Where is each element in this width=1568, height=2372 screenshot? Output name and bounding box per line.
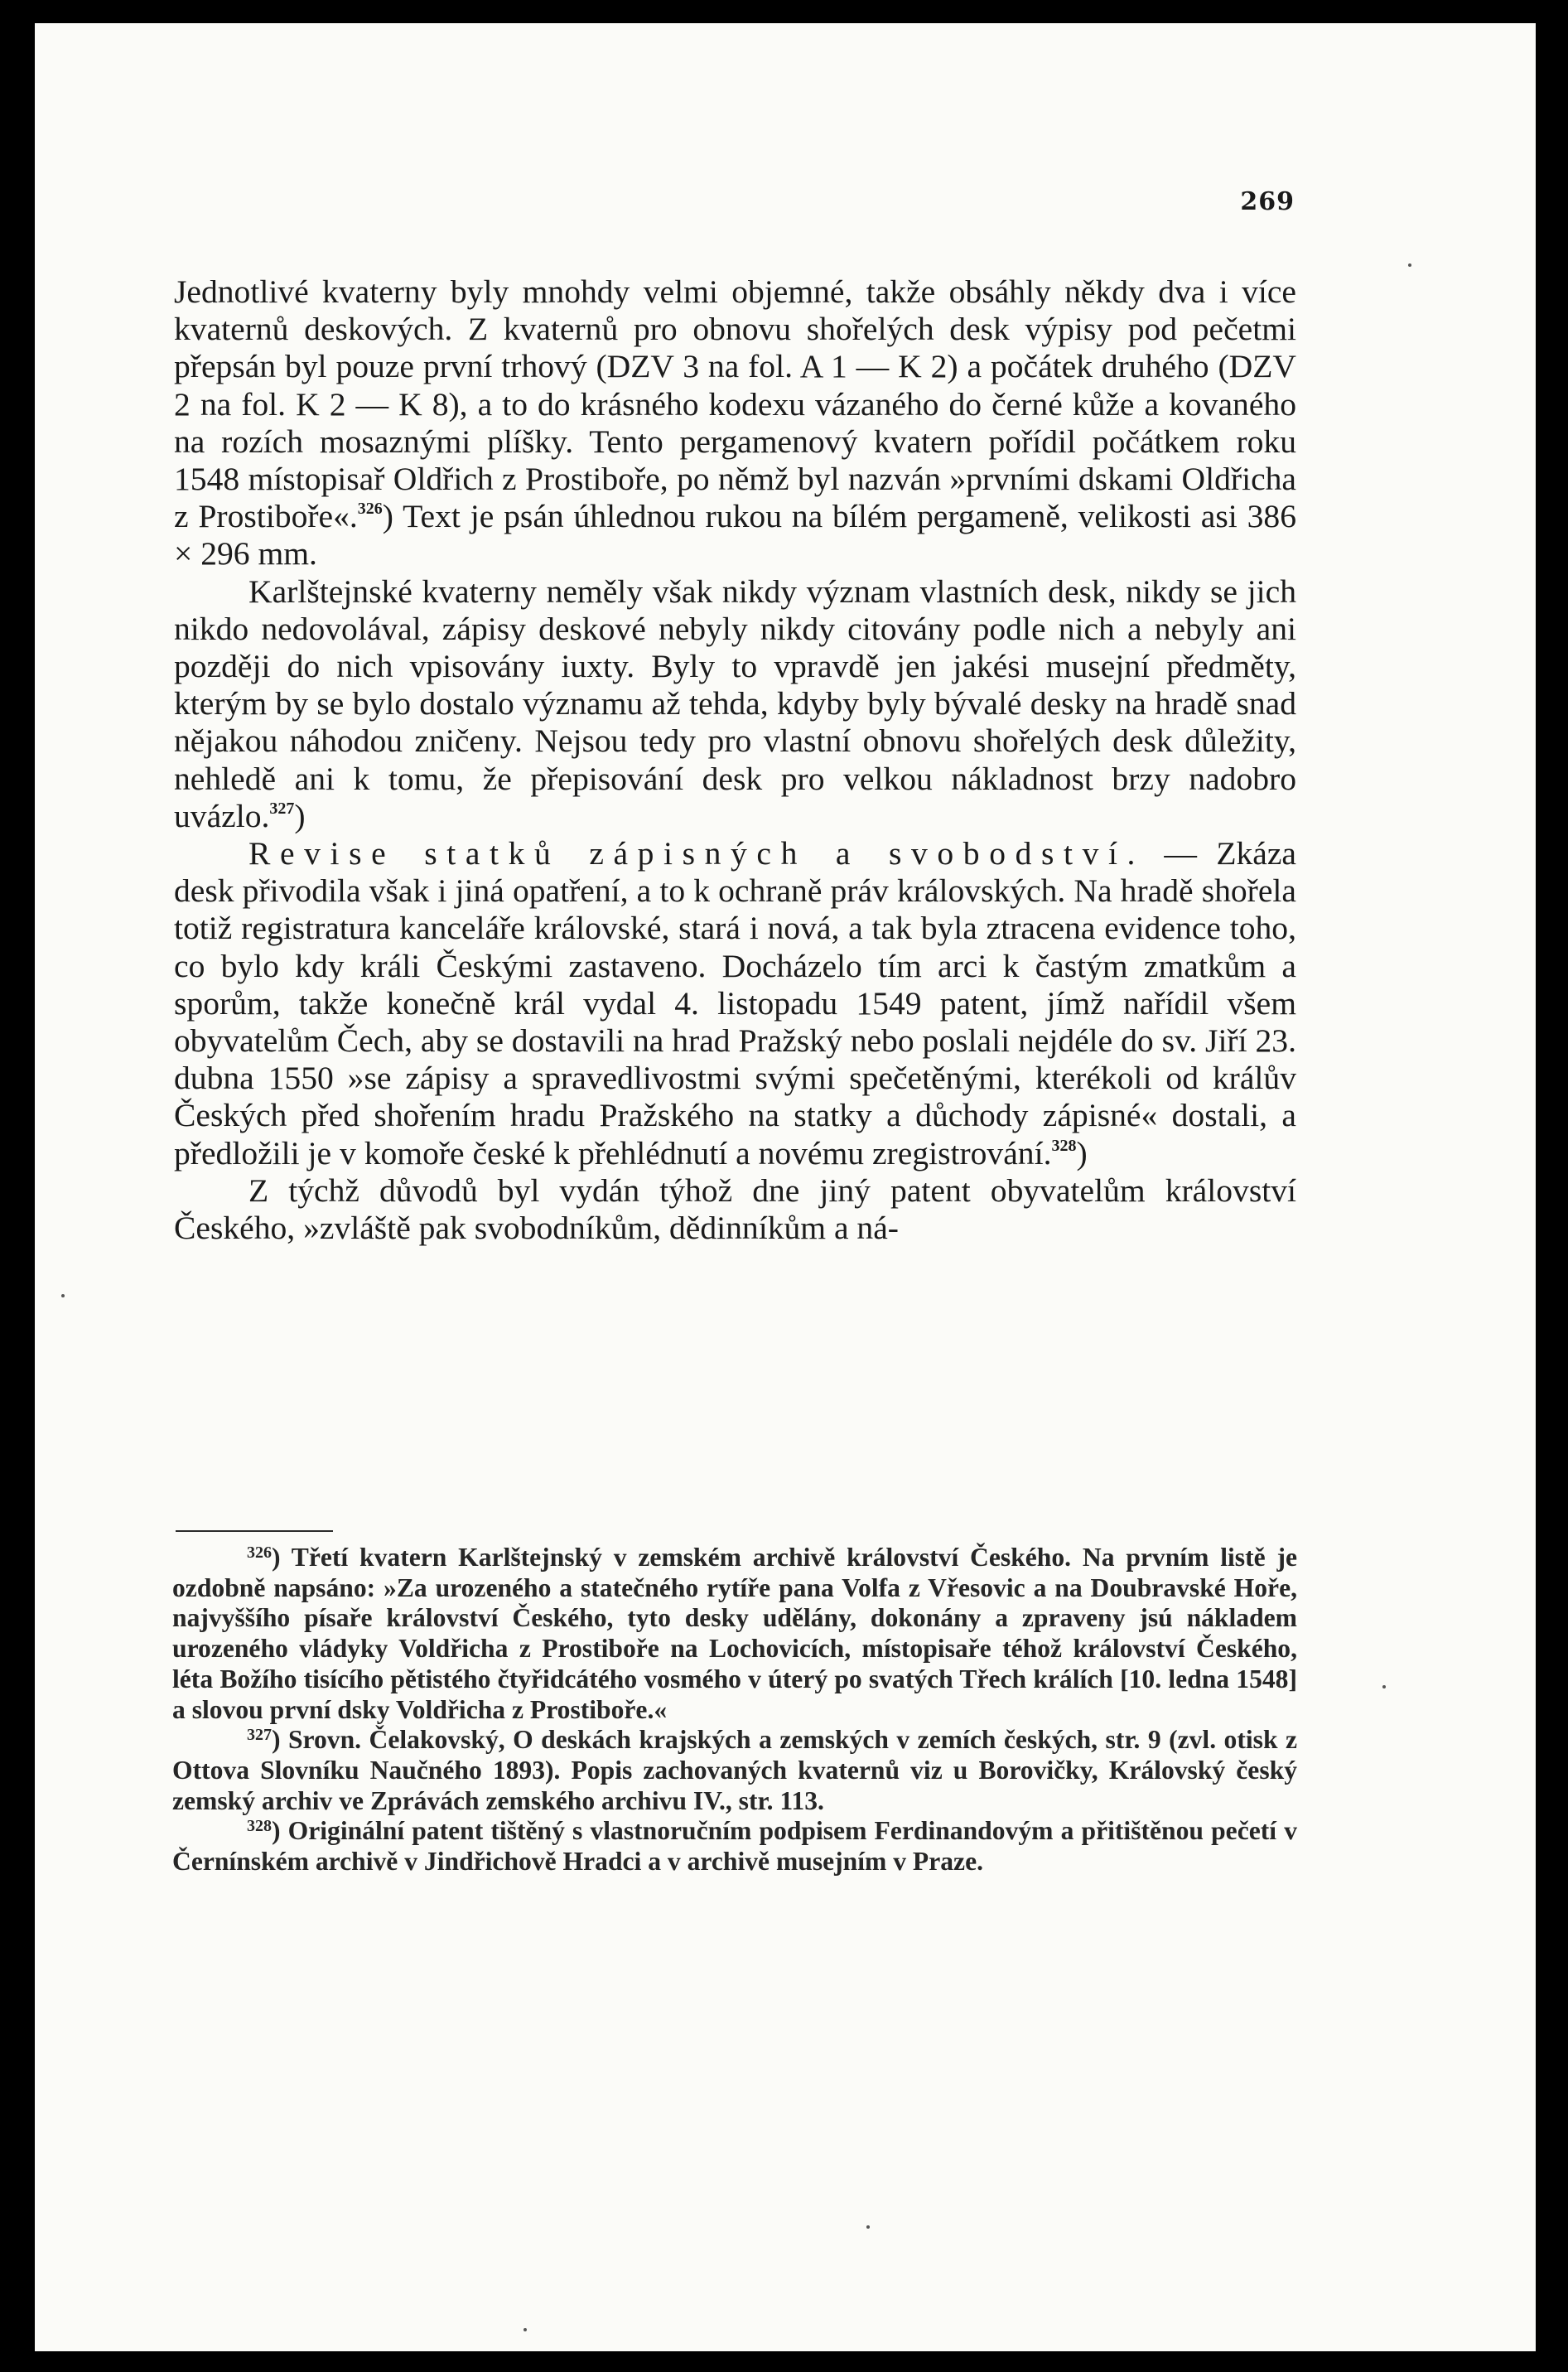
section-heading: Revise statků zápisných a svobodství. <box>248 835 1146 872</box>
footnote-327 <box>172 1725 1297 1816</box>
footnote-divider <box>176 1530 333 1532</box>
footnote-text: ) Třetí kvatern Karlštejnský v zemském archivě království Českého. Na prvním listě je ozdobně napsáno: »Za urozeného a statečného rytíře pana Volfa z Vřesovic a na Doubravské Hoře, najvyššího písaře království Českého, tyto desky udělány, dokonány a zpraveny jsú nákladem urozeného vládyky Voldřicha z Prostiboře na Lochovicích, místopisaře téhož království Českého, léta Božího tisícího pětistého čtyřidcátého vosmého v úterý po svatých Třech králích [10. ledna 1548] a slovou první dsky Voldřicha z Prostiboře.« <box>172 1543 1297 1724</box>
footnote-number: 328 <box>247 1817 272 1836</box>
footnote-326 <box>172 1543 1297 1725</box>
scan-speck <box>1408 263 1411 267</box>
body-text <box>174 273 1296 1247</box>
paragraph-4-text: Z týchž důvodů byl vydán týhož dne jiný patent obyvatelům království Českého, »zvláště pak svobodníkům, dědinníkům a ná- <box>174 1172 1296 1247</box>
footnote-328 <box>172 1816 1297 1877</box>
footnotes <box>172 1543 1297 1877</box>
footnote-ref-326[interactable]: 326 <box>357 500 383 519</box>
paragraph-2 <box>174 573 1296 835</box>
paragraph-3-text: — Zkáza desk přivodila však i jiná opatření, a to k ochraně práv královských. Na hradě shořela totiž registratura kanceláře královské, stará i nová, a tak byla ztracena evidence toho, co bylo kdy králi Českými zastaveno. Docházelo tím arci k častým zmatkům a sporům, takže konečně král vydal 4. listopadu 1549 patent, jímž nařídil všem obyvatelům Čech, aby se dostavili na hrad Pražský nebo poslali nejdéle do sv. Jiří 23. dubna 1550 »se zápisy a spravedlivostmi svými spečetěnými, kterékoli od králův Českých před shořením hradu Pražského na statky a důchody zápisné« dostali, a předložili je v komoře české k přehlédnutí a novému zregistrování. <box>174 835 1296 1172</box>
footnote-number: 326 <box>247 1543 272 1562</box>
paragraph-1-text: Jednotlivé kvaterny byly mnohdy velmi objemné, takže obsáhly někdy dva i více kvaternů deskových. Z kvaternů pro obnovu shořelých desk výpisy pod pečetmi přepsán byl pouze první trhový (DZV 3 na fol. A 1 — K 2) a počátek druhého (DZV 2 na fol. K 2 — K 8), a to do krásného kodexu vázaného do černé kůže a kovaného na rozích mosaznými plíšky. Tento pergamenový kvatern pořídil počátkem roku 1548 místopisař Oldřich z Prostiboře, po němž byl nazván »prvními dskami Oldřicha z Prostiboře«. <box>174 273 1296 535</box>
footnote-ref-327[interactable]: 327 <box>269 799 295 818</box>
footnote-text: ) Srovn. Čelakovský, O deskách krajských a zemských v zemích českých, str. 9 (zvl. otisk z Ottova Slovníku Naučného 1893). Popis zachovaných kvaternů viz u Borovičky, Královský český zemský archiv ve Zprávách zemského archivu IV., str. 113. <box>172 1725 1297 1815</box>
paragraph-1-continuation: ) Text je psán úhlednou rukou na bílém pergameně, velikosti asi 386 × 296 mm. <box>174 498 1296 572</box>
scan-speck <box>1382 1685 1386 1688</box>
paragraph-3-continuation: ) <box>1076 1134 1088 1172</box>
paragraph-4 <box>174 1172 1296 1247</box>
page-number: 269 <box>1240 187 1295 216</box>
paragraph-2-continuation: ) <box>294 797 306 834</box>
footnote-ref-328[interactable]: 328 <box>1051 1136 1077 1155</box>
scan-speck <box>523 2328 527 2331</box>
footnote-text: ) Originální patent tištěný s vlastnoručním podpisem Ferdinandovým a přitištěnou pečetí v Černínském archivě v Jindřichově Hradci a v archivě musejním v Praze. <box>172 1816 1297 1877</box>
paragraph-2-text: Karlštejnské kvaterny neměly však nikdy význam vlastních desk, nikdy se jich nikdo nedovolával, zápisy deskové nebyly nikdy citovány podle nich a nebyly ani později do nich vpisovány iuxty. Byly to vpravdě jen jakési musejní předměty, kterým by se bylo dostalo významu až tehda, kdyby byly bývalé desky na hradě snad nějakou náhodou zničeny. Nejsou tedy pro vlastní obnovu shořelých desk důležity, nehledě ani k tomu, že přepisování desk pro velkou nákladnost brzy nadobro uvázlo. <box>174 572 1296 834</box>
footnote-number: 327 <box>247 1726 272 1745</box>
paragraph-1 <box>174 273 1296 573</box>
scan-speck <box>866 2225 870 2229</box>
scan-speck <box>61 1294 65 1297</box>
paragraph-3 <box>174 835 1296 1172</box>
